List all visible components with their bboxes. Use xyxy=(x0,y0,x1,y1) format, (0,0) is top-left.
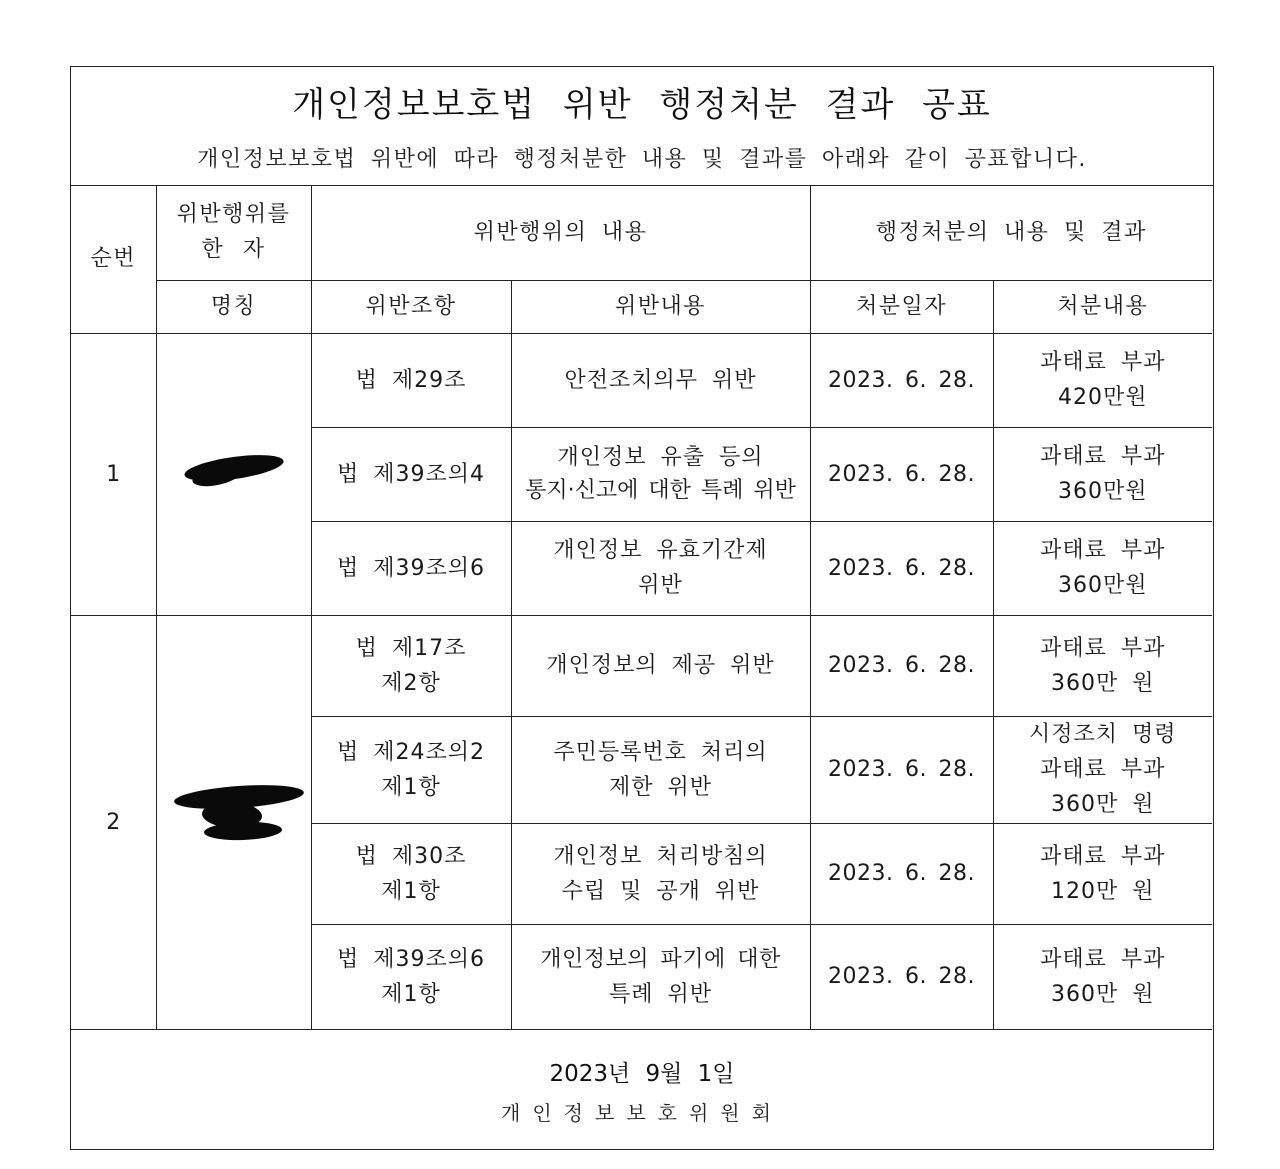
violator-name-redacted xyxy=(156,615,311,1029)
header-violation-detail: 위반내용 xyxy=(511,280,810,333)
disposition-cell: 과태료 부과 360만 원 xyxy=(993,924,1212,1029)
violator-name-redacted xyxy=(156,333,311,615)
date-cell: 2023. 6. 28. xyxy=(810,521,993,615)
document-title: 개인정보보호법 위반 행정처분 결과 공표 xyxy=(292,85,992,125)
article-cell: 법 제39조의6 xyxy=(311,521,511,615)
disposition-cell: 과태료 부과 360만 원 xyxy=(993,615,1212,716)
seq-cell: 1 xyxy=(71,333,156,615)
article-cell: 법 제29조 xyxy=(311,333,511,427)
date-cell: 2023. 6. 28. xyxy=(810,333,993,427)
date-cell: 2023. 6. 28. xyxy=(810,823,993,924)
footer xyxy=(71,1029,1213,1149)
article-cell: 법 제17조 제2항 xyxy=(311,615,511,716)
content-cell: 개인정보 유출 등의 통지·신고에 대한 특례 위반 xyxy=(511,427,810,521)
header-article: 위반조항 xyxy=(311,280,511,333)
content-cell: 개인정보 처리방침의 수립 및 공개 위반 xyxy=(511,823,810,924)
content-cell: 안전조치의무 위반 xyxy=(511,333,810,427)
table-row xyxy=(71,615,1212,716)
disposition-cell: 과태료 부과 420만원 xyxy=(993,333,1212,427)
date-cell: 2023. 6. 28. xyxy=(810,924,993,1029)
header-violator-line1: 위반행위를 xyxy=(176,202,291,228)
article-cell: 법 제24조의2 제1항 xyxy=(311,716,511,823)
announcement-document xyxy=(70,66,1214,1150)
article-cell: 법 제39조의6 제1항 xyxy=(311,924,511,1029)
announcement-date: 2023년 9월 1일 xyxy=(549,1061,735,1087)
disposition-cell: 과태료 부과 360만원 xyxy=(993,427,1212,521)
disposition-cell: 과태료 부과 360만원 xyxy=(993,521,1212,615)
disposition-table xyxy=(71,185,1212,1030)
article-cell: 법 제39조의4 xyxy=(311,427,511,521)
date-cell: 2023. 6. 28. xyxy=(810,427,993,521)
table-row xyxy=(71,333,1212,427)
disposition-cell: 과태료 부과 120만 원 xyxy=(993,823,1212,924)
content-cell: 개인정보 유효기간제 위반 xyxy=(511,521,810,615)
redaction-mark xyxy=(174,439,294,499)
disposition-cell: 시정조치 명령 과태료 부과 360만 원 xyxy=(993,716,1212,823)
content-cell: 개인정보의 파기에 대한 특례 위반 xyxy=(511,924,810,1029)
title-block xyxy=(71,67,1213,186)
issuing-organization: 개인정보보호위원회 xyxy=(501,1101,783,1125)
seq-cell: 2 xyxy=(71,615,156,1029)
header-violation-content: 위반행위의 내용 xyxy=(311,185,810,280)
header-row-2 xyxy=(71,280,1212,333)
header-disposition-detail: 처분내용 xyxy=(993,280,1212,333)
document-subtitle: 개인정보보호법 위반에 따라 행정처분한 내용 및 결과를 아래와 같이 공표합니다. xyxy=(197,147,1087,172)
article-cell: 법 제30조 제1항 xyxy=(311,823,511,924)
header-violator xyxy=(156,185,311,280)
header-violator-line2: 한 자 xyxy=(201,237,266,263)
header-disposition-content: 행정처분의 내용 및 결과 xyxy=(810,185,1212,280)
content-cell: 주민등록번호 처리의 제한 위반 xyxy=(511,716,810,823)
redaction-mark xyxy=(174,782,294,852)
content-cell: 개인정보의 제공 위반 xyxy=(511,615,810,716)
date-cell: 2023. 6. 28. xyxy=(810,615,993,716)
header-row-1 xyxy=(71,185,1212,280)
header-seq: 순번 xyxy=(71,185,156,333)
header-disposition-date: 처분일자 xyxy=(810,280,993,333)
header-name: 명칭 xyxy=(156,280,311,333)
date-cell: 2023. 6. 28. xyxy=(810,716,993,823)
